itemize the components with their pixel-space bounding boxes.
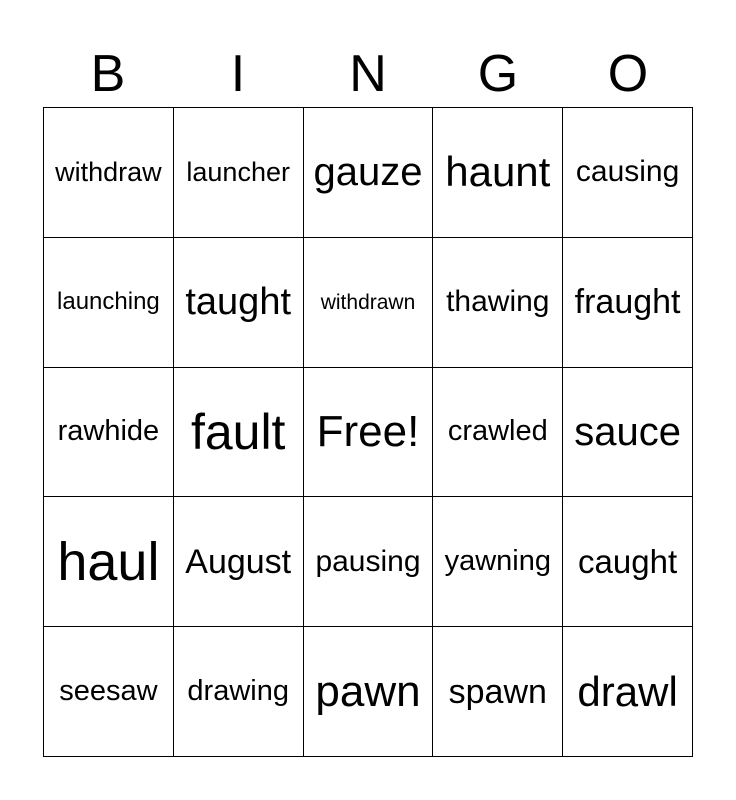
- free-space-label: Free!: [316, 406, 420, 456]
- header-letter-n: N: [349, 45, 387, 103]
- cell-word: causing: [575, 155, 680, 189]
- bingo-cell: [174, 108, 304, 238]
- bingo-cell: [44, 238, 174, 368]
- bingo-cell: [563, 238, 693, 368]
- cell-word: taught: [185, 281, 292, 324]
- cell-word: sauce: [574, 409, 681, 454]
- cell-word: drawl: [577, 667, 678, 715]
- bingo-cell: [174, 368, 304, 498]
- bingo-cell: [563, 368, 693, 498]
- cell-word: pausing: [315, 544, 421, 578]
- cell-word: rawhide: [57, 415, 160, 448]
- bingo-cell: [174, 238, 304, 368]
- header-letter-g: G: [477, 45, 519, 103]
- cell-word: thawing: [446, 285, 550, 319]
- cell-word: withdrawn: [320, 290, 416, 314]
- bingo-cell: [44, 368, 174, 498]
- cell-word: seesaw: [59, 675, 158, 708]
- bingo-cell free-space: [304, 368, 434, 498]
- bingo-cell: [433, 627, 563, 757]
- bingo-cell: [304, 627, 434, 757]
- cell-word: launching: [57, 288, 160, 316]
- bingo-cell: [174, 627, 304, 757]
- cell-word: drawing: [187, 675, 289, 708]
- cell-word: pawn: [315, 666, 421, 716]
- bingo-cell: [563, 627, 693, 757]
- bingo-board: [43, 107, 693, 757]
- header-letter-o: O: [607, 45, 649, 103]
- bingo-cell: [304, 108, 434, 238]
- bingo-cell: [433, 108, 563, 238]
- cell-word: gauze: [313, 150, 423, 195]
- cell-word: fraught: [574, 283, 681, 322]
- bingo-cell: [563, 108, 693, 238]
- cell-word: withdraw: [55, 156, 162, 187]
- bingo-cell: [44, 627, 174, 757]
- bingo-cell: [44, 497, 174, 627]
- bingo-cell: [433, 497, 563, 627]
- cell-word: launcher: [186, 156, 290, 187]
- bingo-cell: [433, 368, 563, 498]
- cell-word: haul: [57, 531, 160, 592]
- cell-word: caught: [578, 543, 678, 581]
- cell-word: yawning: [444, 545, 551, 578]
- header-letter-i: I: [230, 45, 246, 103]
- bingo-cell: [304, 497, 434, 627]
- header-letter-b: B: [90, 45, 126, 103]
- cell-word: spawn: [448, 672, 547, 711]
- bingo-cell: [433, 238, 563, 368]
- bingo-header: [43, 40, 693, 108]
- bingo-cell: [44, 108, 174, 238]
- cell-word: haunt: [445, 148, 551, 196]
- cell-word: fault: [190, 403, 286, 460]
- bingo-cell: [563, 497, 693, 627]
- cell-word: August: [185, 542, 292, 581]
- cell-word: crawled: [447, 415, 548, 448]
- bingo-cell: [304, 238, 434, 368]
- bingo-cell: [174, 497, 304, 627]
